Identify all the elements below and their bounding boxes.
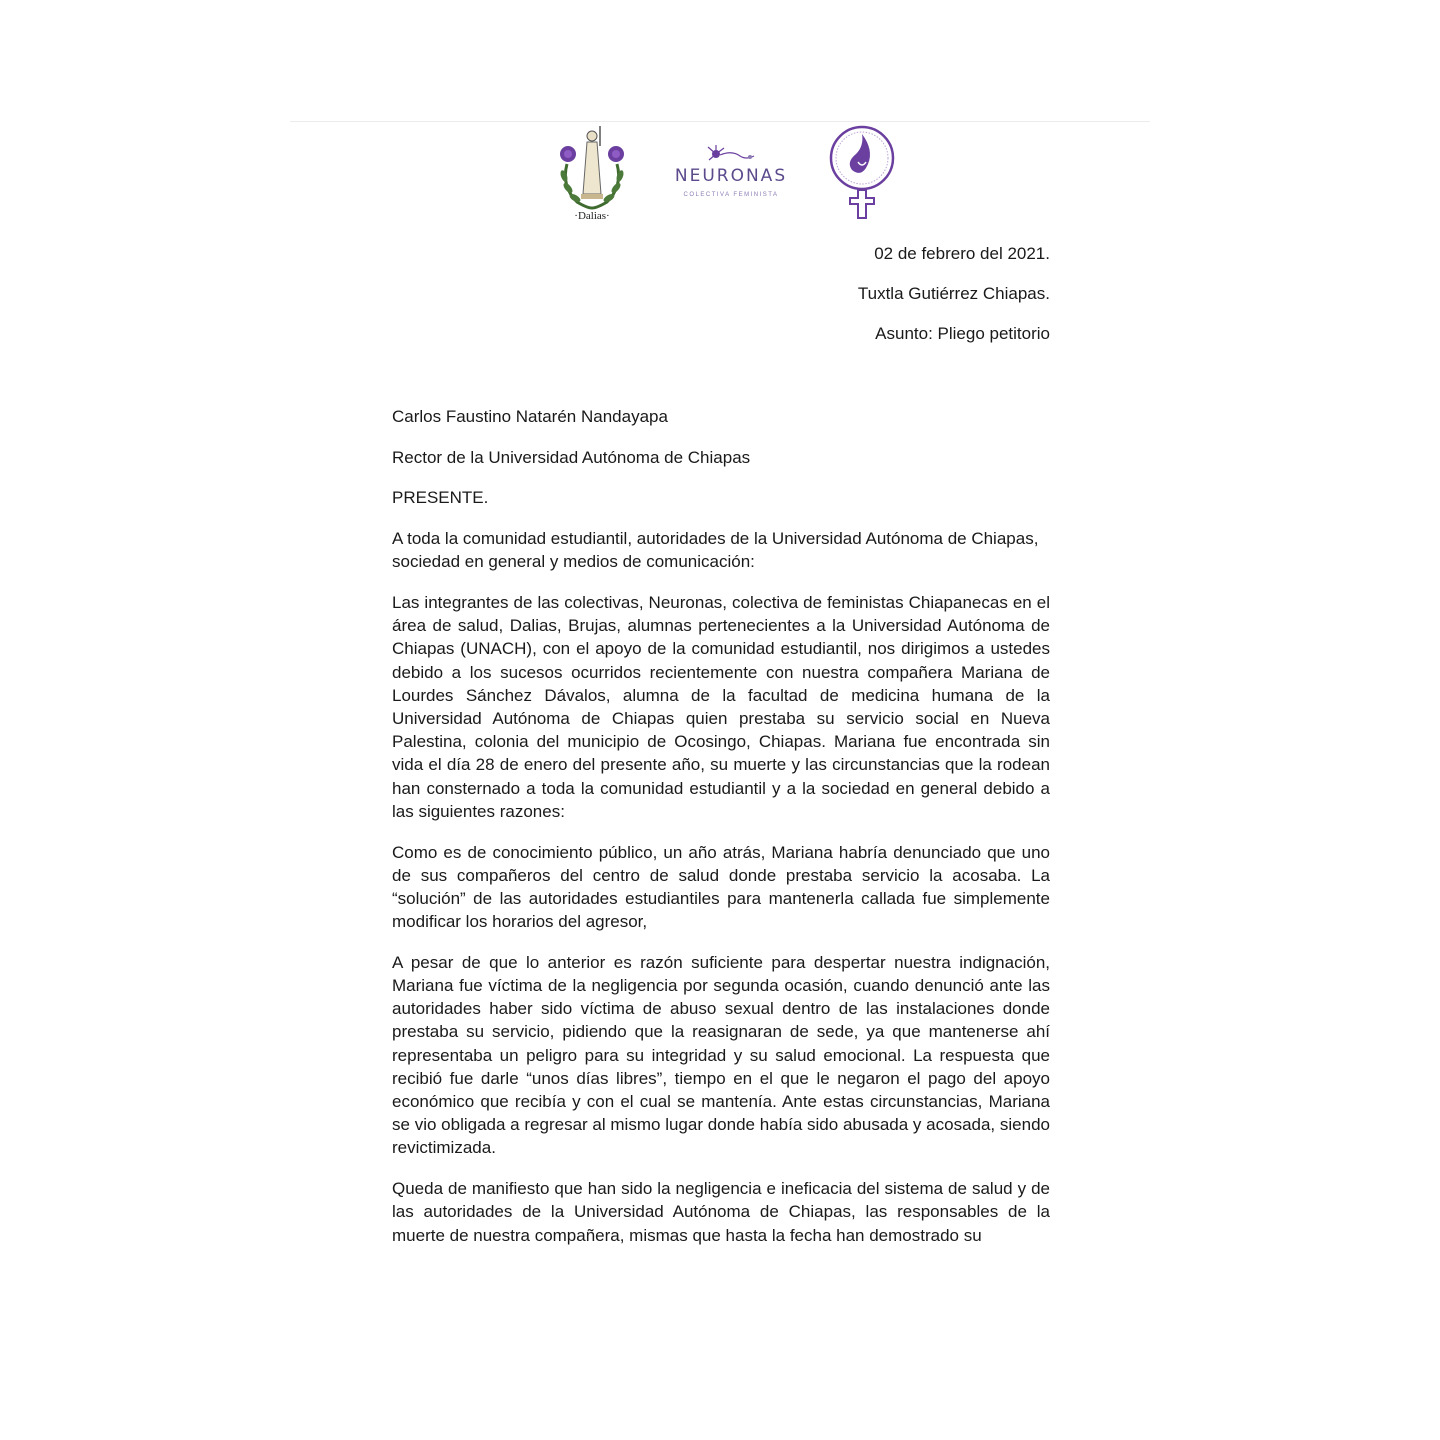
recipient-greeting: PRESENTE. <box>392 488 489 508</box>
neuron-icon <box>706 144 756 166</box>
paragraph-address: A toda la comunidad estudiantil, autoridades de la Universidad Autónoma de Chiapas, sociedad en general y medios de comunicación: <box>392 529 1039 572</box>
paragraph-introduction: Las integrantes de las colectivas, Neuronas, colectiva de feministas Chiapanecas en el área de salud, Dalias, Brujas, alumnas pertenecientes a la Universidad Autónoma de Chiapas (UNACH), con el apoyo de la comunidad estudiantil, nos dirigimos a ustedes debido a los sucesos ocurridos recientemente con nuestra compañera Mariana de Lourdes Sánchez Dávalos, alumna de la facultad de medicina humana de la Universidad Autónoma de Chiapas quien prestaba su servicio social en Nueva Palestina, colonia del municipio de Ocosingo, Chiapas. Mariana fue encontrada sin vida el día 28 de enero del presente año, su muerte y las circunstancias que la rodean han consternado a toda la comunidad estudiantil y a la sociedad en general debido a las siguientes razones: <box>392 593 1050 821</box>
dalias-emblem-icon <box>553 124 631 210</box>
neuronas-tagline: COLECTIVA FEMINISTA <box>683 192 779 198</box>
header-divider <box>290 121 1150 122</box>
paragraph-negligence: A pesar de que lo anterior es razón suficiente para despertar nuestra indignación, Mariana fue víctima de la negligencia por segunda ocasión, cuando denunció ante las autoridades haber sido víctima de abuso sexual dentro de las instalaciones donde prestaba su servicio, pidiendo que la reasignaran de sede, ya que mantenerse ahí representaba un peligro para su integridad y su salud emocional. La respuesta que recibió fue darle “unos días libres”, tiempo en el que le negaron el pago del apoyo económico que recibía y con el cual se mantenía. Ante estas circunstancias, Mariana se vio obligada a regresar al mismo lugar donde había sido abusada y acosada, siendo revictimizada. <box>392 952 1050 1158</box>
letter-subject: Asunto: Pliego petitorio <box>875 324 1050 343</box>
letter-date: 02 de febrero del 2021. <box>874 244 1050 263</box>
recipient-name: Carlos Faustino Natarén Nandayapa <box>392 407 668 426</box>
letter-body <box>392 405 1050 1264</box>
paragraph-harassment: Como es de conocimiento público, un año atrás, Mariana habría denunciado que uno de sus compañeros del centro de salud donde prestaba servicio la acosaba. La “solución” de las autoridades estudiantiles para mantenerla callada fue simplemente modificar los horarios del agresor, <box>392 842 1050 932</box>
recipient-title: Rector de la Universidad Autónoma de Chiapas <box>392 447 751 467</box>
letterhead-logos <box>0 124 1440 224</box>
paragraph-responsibility: Queda de manifiesto que han sido la negligencia e ineficacia del sistema de salud y de las autoridades de la Universidad Autónoma de Chiapas, las responsables de la muerte de nuestra compañera, mismas que hasta la fecha han demostrado su <box>392 1179 1050 1245</box>
brujas-logo <box>826 124 898 222</box>
dalias-logo <box>553 124 631 224</box>
letter-place: Tuxtla Gutiérrez Chiapas. <box>857 284 1050 303</box>
neuronas-logo <box>666 144 796 224</box>
venus-symbol-icon <box>826 124 898 222</box>
neuronas-wordmark: NEURONAS <box>674 166 788 186</box>
letter-header <box>858 243 1050 363</box>
dalias-caption: ·Dalias· <box>574 210 610 222</box>
